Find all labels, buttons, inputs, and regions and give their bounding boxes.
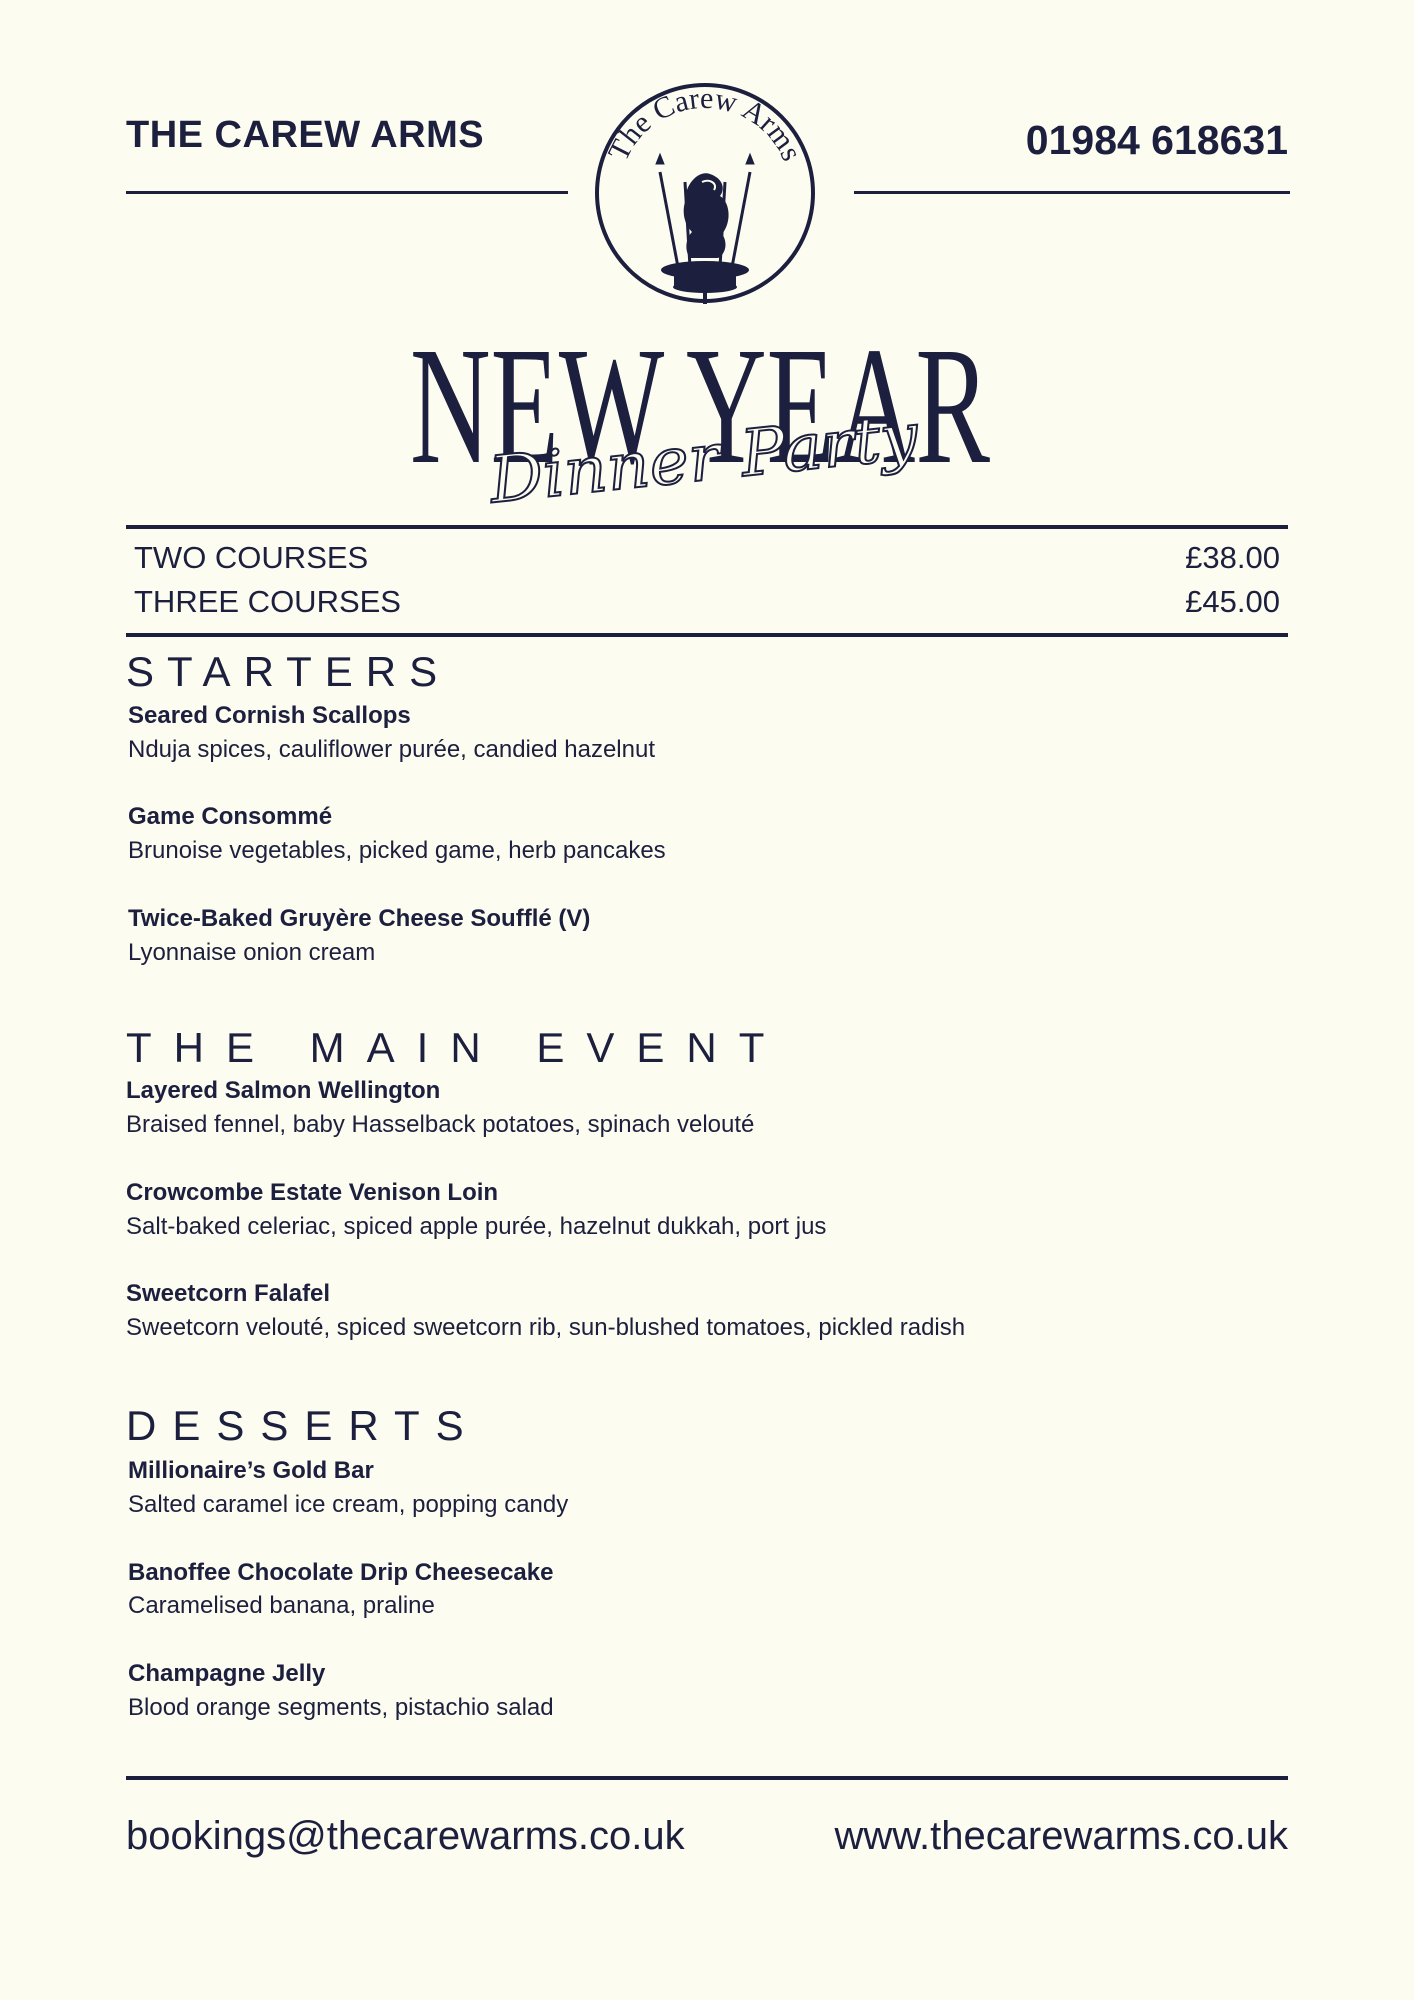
header-rule-left: [126, 191, 568, 194]
title-main: NEW YEAR: [410, 313, 990, 499]
section-heading-main-event: THE MAIN EVENT: [126, 1024, 787, 1071]
footer-rule: [126, 1776, 1288, 1780]
dish-name: Champagne Jelly: [128, 1660, 326, 1687]
price-rule-bottom: [126, 633, 1288, 637]
price-label: THREE COURSES: [134, 584, 401, 619]
dish-name: Game Consommé: [128, 803, 333, 830]
dish-name: Banoffee Chocolate Drip Cheesecake: [128, 1559, 554, 1586]
price-row-two-courses: [134, 536, 1280, 580]
booking-email-link[interactable]: bookings@thecarewarms.co.uk: [126, 1814, 685, 1858]
dish-name: Twice-Baked Gruyère Cheese Soufflé (V): [128, 905, 591, 932]
dish-name: Millionaire’s Gold Bar: [128, 1457, 374, 1484]
header-rule-right: [854, 191, 1290, 194]
price-label: TWO COURSES: [134, 540, 369, 575]
price-amount: £38.00: [1185, 540, 1280, 575]
lion-crest-icon: [656, 154, 754, 304]
dish-description: Nduja spices, cauliflower purée, candied hazelnut: [128, 736, 655, 763]
dish-description: Braised fennel, baby Hasselback potatoes, spinach velouté: [126, 1111, 755, 1138]
price-list: [126, 536, 1288, 630]
website-link[interactable]: www.thecarewarms.co.uk: [834, 1814, 1288, 1858]
carew-arms-logo: [590, 82, 820, 312]
event-title: [380, 300, 1020, 520]
section-heading-desserts: DESSERTS: [126, 1402, 480, 1449]
dish-description: Blood orange segments, pistachio salad: [128, 1694, 554, 1721]
dish-description: Caramelised banana, praline: [128, 1592, 435, 1619]
dish-description: Lyonnaise onion cream: [128, 939, 376, 966]
dish-description: Sweetcorn velouté, spiced sweetcorn rib, sun-blushed tomatoes, pickled radish: [126, 1314, 966, 1341]
dish-name: Sweetcorn Falafel: [126, 1280, 331, 1307]
pub-name: THE CAREW ARMS: [126, 114, 485, 156]
dish-name: Crowcombe Estate Venison Loin: [126, 1179, 499, 1206]
dish-description: Salted caramel ice cream, popping candy: [128, 1491, 569, 1518]
dish-name: Seared Cornish Scallops: [128, 702, 411, 729]
dish-description: Salt-baked celeriac, spiced apple purée, hazelnut dukkah, port jus: [126, 1213, 827, 1240]
price-row-three-courses: [134, 580, 1280, 624]
dish-name: Layered Salmon Wellington: [126, 1077, 441, 1104]
price-rule-top: [126, 525, 1288, 529]
dish-description: Brunoise vegetables, picked game, herb pancakes: [128, 837, 666, 864]
price-amount: £45.00: [1185, 584, 1280, 619]
phone-number[interactable]: 01984 618631: [1025, 117, 1288, 163]
logo-text: The Carew Arms: [601, 82, 809, 166]
title-script: Dinner Party: [486, 401, 906, 519]
section-heading-starters: STARTERS: [126, 648, 451, 695]
